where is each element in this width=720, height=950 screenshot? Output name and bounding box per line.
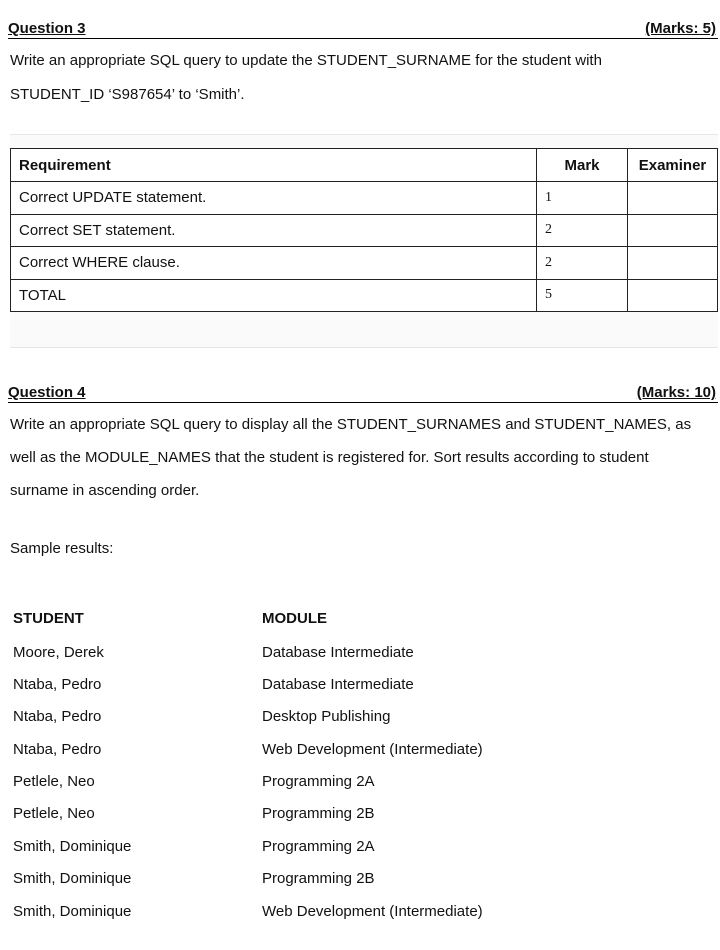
rubric-mark: 2: [537, 214, 628, 247]
question4-prompt-line3: surname in ascending order.: [10, 482, 200, 499]
question3-header: [8, 16, 718, 39]
results-module: Desktop Publishing: [262, 708, 391, 725]
results-student: Ntaba, Pedro: [13, 741, 102, 758]
question4-marks: (Marks: 10): [636, 384, 716, 401]
rubric-examiner: [628, 279, 718, 312]
results-student: Smith, Dominique: [13, 838, 132, 855]
rubric-row: [11, 247, 718, 280]
rubric-header-requirement: Requirement: [11, 149, 537, 182]
rubric-header-examiner: Examiner: [628, 149, 718, 182]
results-student: Ntaba, Pedro: [13, 708, 102, 725]
question4-header: [8, 380, 718, 403]
question3-prompt-line1: Write an appropriate SQL query to update the STUDENT_SURNAME for the student with: [10, 52, 602, 69]
rubric-table: [10, 148, 718, 312]
rubric-header-mark: Mark: [537, 149, 628, 182]
results-module: Programming 2B: [262, 805, 375, 822]
results-student: Smith, Dominique: [13, 870, 132, 887]
rubric-requirement: Correct SET statement.: [11, 214, 537, 247]
rubric-examiner: [628, 214, 718, 247]
question4-title: Question 4: [8, 384, 86, 401]
question3-title: Question 3: [8, 20, 86, 37]
results-module: Web Development (Intermediate): [262, 741, 483, 758]
question3-prompt-line2: STUDENT_ID ‘S987654’ to ‘Smith’.: [10, 86, 245, 103]
results-header-module: MODULE: [262, 610, 327, 627]
rubric-row: [11, 182, 718, 215]
results-module: Programming 2A: [262, 773, 375, 790]
rubric-mark: 2: [537, 247, 628, 280]
results-student: Petlele, Neo: [13, 805, 95, 822]
rubric-requirement: Correct WHERE clause.: [11, 247, 537, 280]
results-student: Petlele, Neo: [13, 773, 95, 790]
question3-marks: (Marks: 5): [645, 20, 716, 37]
results-module: Programming 2B: [262, 870, 375, 887]
rubric-examiner: [628, 247, 718, 280]
results-student: Moore, Derek: [13, 644, 104, 661]
results-module: Database Intermediate: [262, 644, 414, 661]
results-student: Ntaba, Pedro: [13, 676, 102, 693]
results-module: Database Intermediate: [262, 676, 414, 693]
results-student: Smith, Dominique: [13, 903, 132, 920]
rubric-examiner: [628, 182, 718, 215]
rubric-mark: 5: [537, 279, 628, 312]
rubric-container: [10, 134, 718, 348]
rubric-total-row: [11, 279, 718, 312]
rubric-row: [11, 214, 718, 247]
sample-results-label: Sample results:: [10, 540, 114, 557]
results-module: Web Development (Intermediate): [262, 903, 483, 920]
results-header-student: STUDENT: [13, 610, 84, 627]
rubric-header-row: [11, 149, 718, 182]
rubric-mark: 1: [537, 182, 628, 215]
rubric-requirement: Correct UPDATE statement.: [11, 182, 537, 215]
question4-prompt-line1: Write an appropriate SQL query to display all the STUDENT_SURNAMES and STUDENT_NAMES, as: [10, 416, 692, 433]
rubric-requirement: TOTAL: [11, 279, 537, 312]
question4-prompt-line2: well as the MODULE_NAMES that the student is registered for. Sort results according to student: [10, 449, 649, 466]
results-module: Programming 2A: [262, 838, 375, 855]
